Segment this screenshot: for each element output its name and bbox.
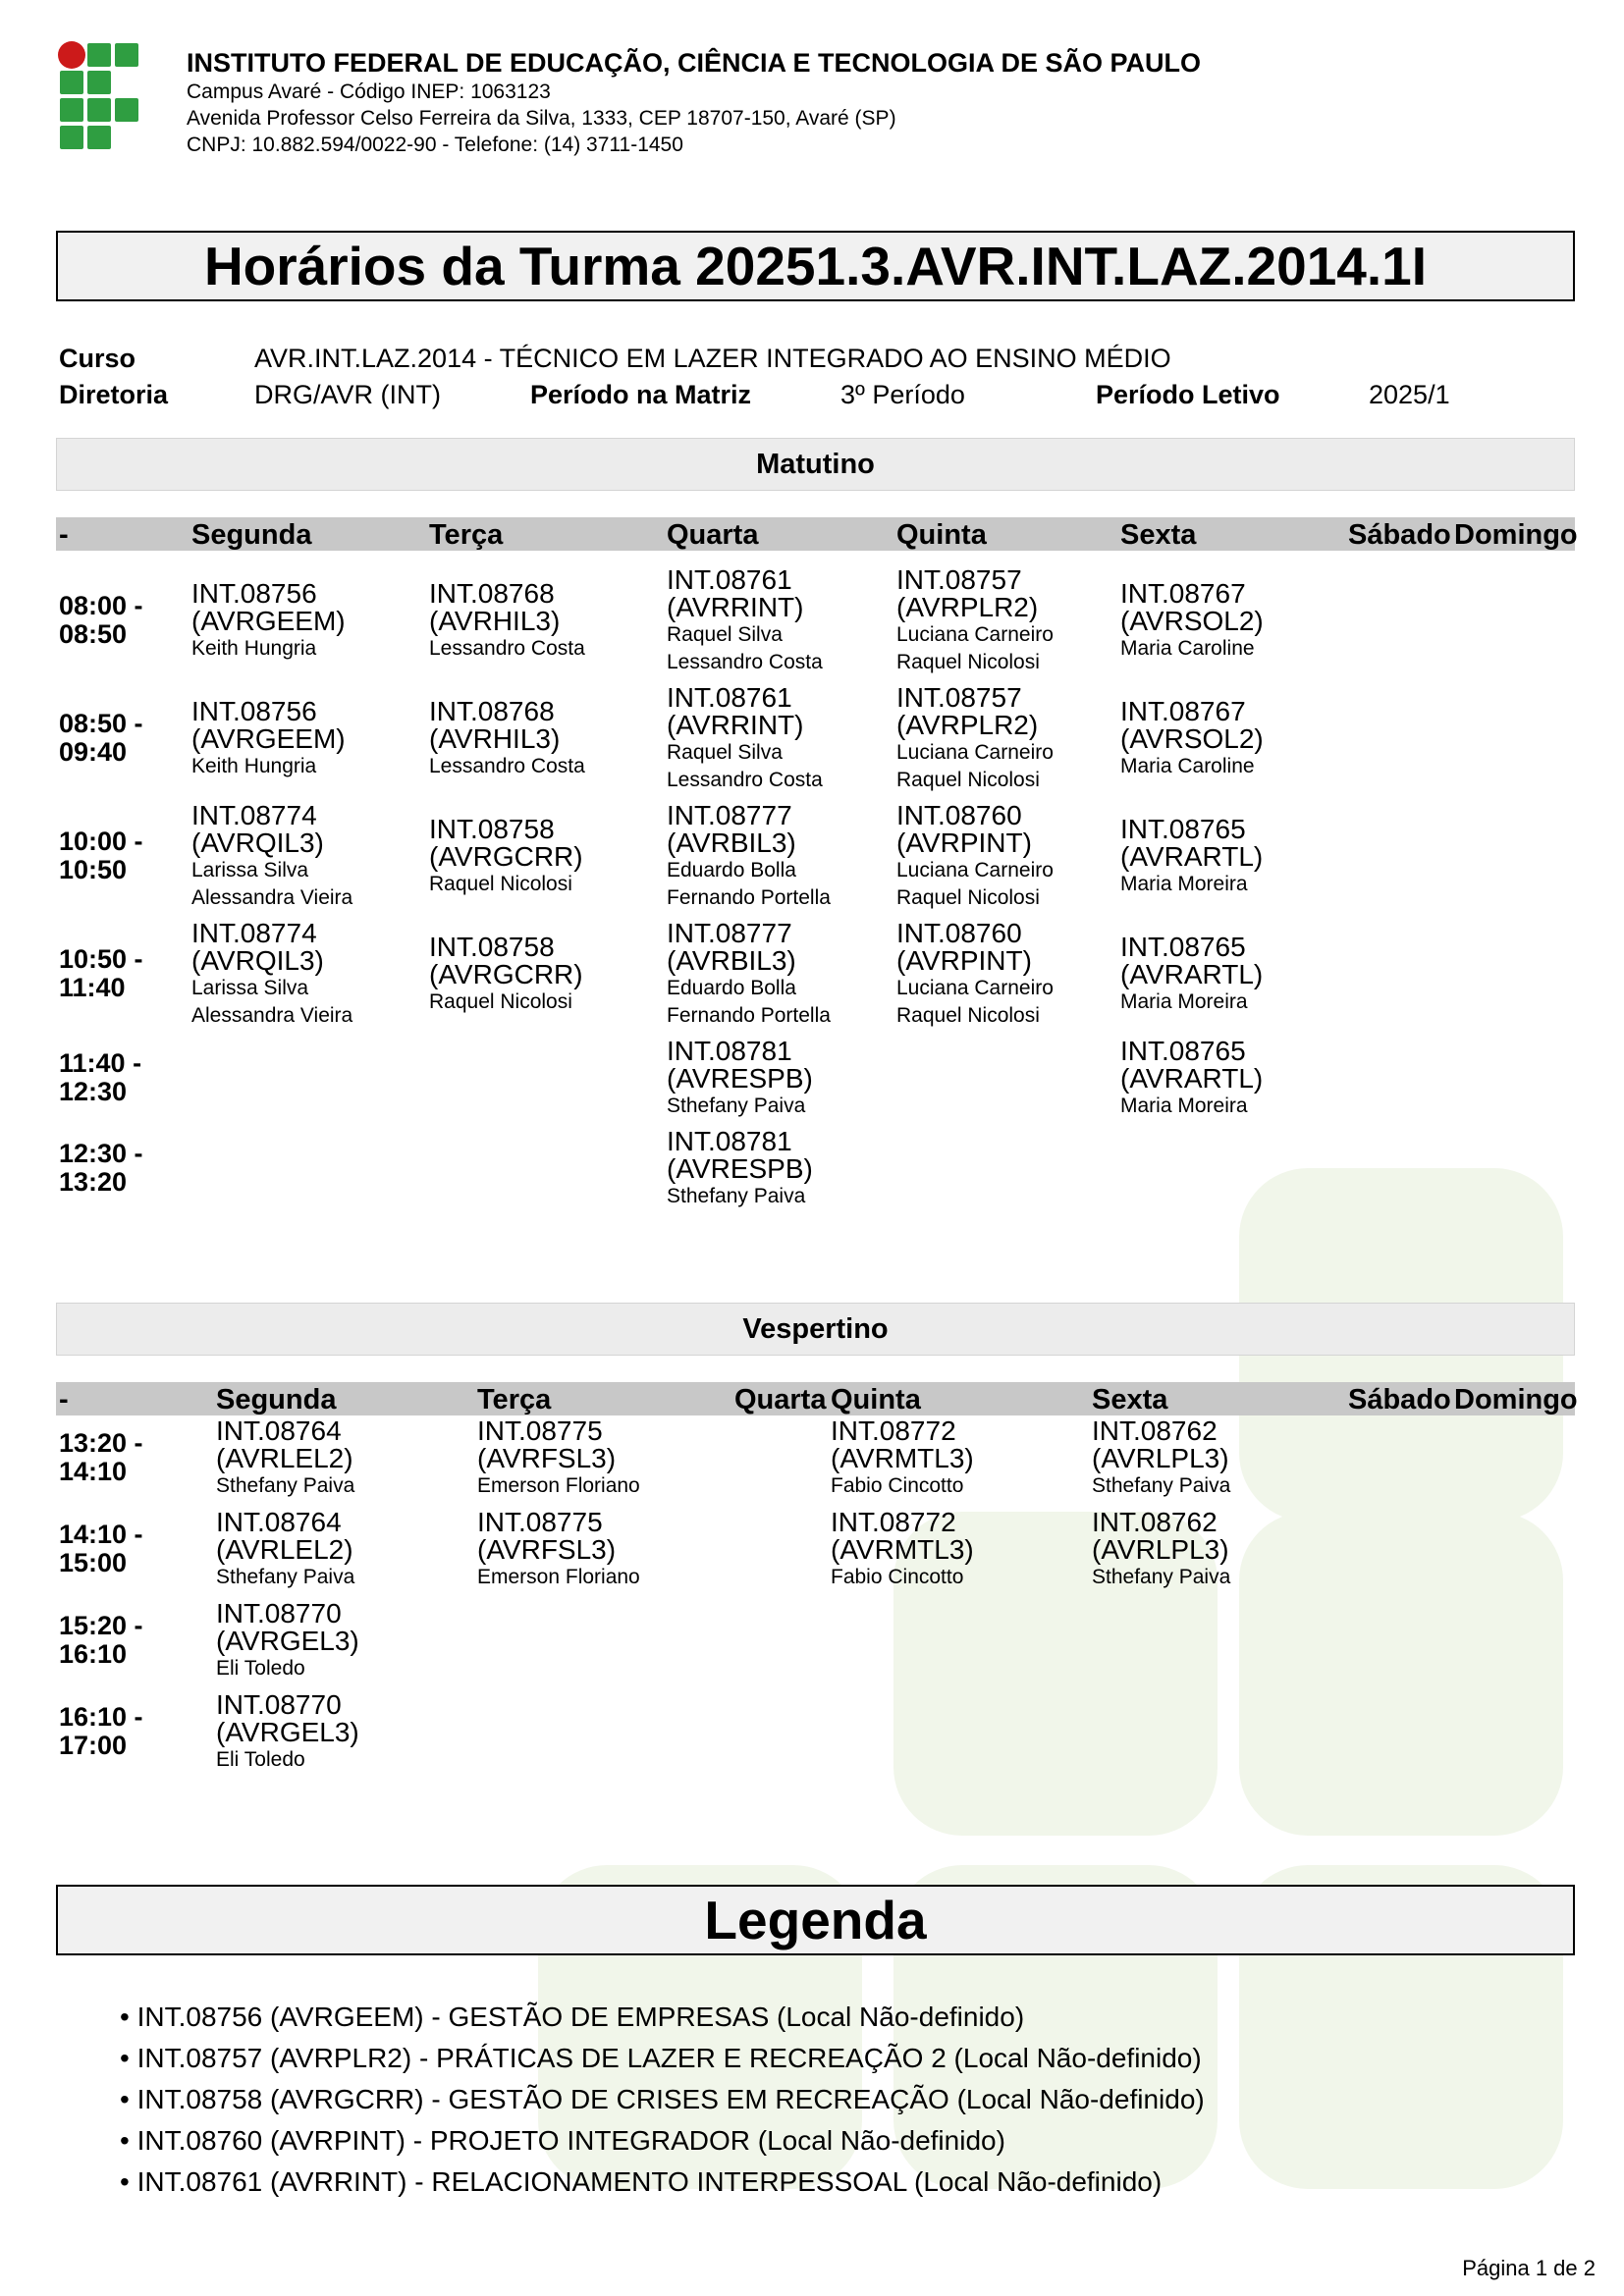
- class-code: INT.08781: [667, 1036, 792, 1066]
- schedule-cell: [667, 802, 831, 912]
- schedule-cell: [831, 1509, 974, 1591]
- class-code: INT.08770: [216, 1598, 342, 1629]
- vespertino-table-header: [56, 1382, 1578, 1415]
- class-subject-code: (AVRARTL): [1120, 959, 1264, 989]
- teacher-name: Luciana Carneiro: [896, 977, 1054, 999]
- class-subject-code: (AVRMTL3): [831, 1534, 974, 1565]
- institution-name: INSTITUTO FEDERAL DE EDUCAÇÃO, CIÊNCIA E TECNOLOGIA DE SÃO PAULO: [187, 48, 1202, 78]
- class-code: INT.08765: [1120, 932, 1246, 962]
- contact-line: CNPJ: 10.882.594/0022-90 - Telefone: (14) 3711-1450: [187, 133, 683, 156]
- diretoria-label: Diretoria: [59, 380, 169, 409]
- class-subject-code: (AVRLEL2): [216, 1534, 353, 1565]
- column-header: Sexta: [1120, 519, 1197, 551]
- class-subject-code: (AVRQIL3): [191, 945, 324, 976]
- class-code: INT.08761: [667, 564, 792, 595]
- teacher-name: Eli Toledo: [216, 1657, 305, 1680]
- curso-value: AVR.INT.LAZ.2014 - TÉCNICO EM LAZER INTEGRADO AO ENSINO MÉDIO: [254, 344, 1171, 373]
- schedule-cell: [1120, 816, 1263, 898]
- column-header: Domingo: [1454, 1384, 1578, 1415]
- legend-item: • INT.08761 (AVRRINT) - RELACIONAMENTO INTERPESSOAL (Local Não-definido): [120, 2162, 1205, 2203]
- page-number: Página 1 de 2: [1462, 2256, 1596, 2280]
- column-header: Quarta: [667, 519, 759, 551]
- class-code: INT.08772: [831, 1415, 956, 1446]
- teacher-name: Luciana Carneiro: [896, 859, 1054, 881]
- legend-item: • INT.08756 (AVRGEEM) - GESTÃO DE EMPRESAS (Local Não-definido): [120, 1997, 1205, 2038]
- watermark-shape: [1239, 1512, 1563, 1836]
- schedule-cell: [896, 802, 1054, 912]
- time-line: 08:50 -: [59, 709, 143, 738]
- legend-list: [120, 1997, 1205, 2203]
- teacher-name: Lessandro Costa: [429, 637, 585, 660]
- schedule-cell: [191, 698, 346, 780]
- time-slot: [59, 1429, 143, 1486]
- schedule-cell: [896, 920, 1054, 1030]
- schedule-cell: [216, 1509, 354, 1591]
- schedule-cell: [429, 934, 583, 1016]
- class-code: INT.08762: [1092, 1507, 1218, 1537]
- column-header: Segunda: [216, 1384, 337, 1415]
- schedule-cell: [477, 1417, 640, 1500]
- schedule-cell: [667, 684, 823, 794]
- teacher-name: Larissa Silva: [191, 977, 309, 999]
- class-code: INT.08774: [191, 800, 317, 830]
- class-subject-code: (AVRGEL3): [216, 1717, 359, 1747]
- class-subject-code: (AVRRINT): [667, 710, 804, 740]
- class-subject-code: (AVRMTL3): [831, 1443, 974, 1473]
- schedule-cell: [667, 920, 831, 1030]
- teacher-name: Eduardo Bolla: [667, 859, 796, 881]
- schedule-cell: [1092, 1417, 1230, 1500]
- time-line: 17:00: [59, 1731, 128, 1760]
- class-subject-code: (AVRHIL3): [429, 723, 561, 754]
- matutino-section-title: Matutino: [56, 438, 1575, 491]
- column-header: Terça: [477, 1384, 552, 1415]
- class-subject-code: (AVRBIL3): [667, 945, 796, 976]
- teacher-name: Keith Hungria: [191, 637, 317, 660]
- teacher-name: Maria Moreira: [1120, 1095, 1248, 1117]
- column-header: Quarta: [734, 1384, 827, 1415]
- schedule-cell: [216, 1691, 359, 1774]
- class-subject-code: (AVRESPB): [667, 1063, 813, 1094]
- teacher-name: Larissa Silva: [191, 859, 309, 881]
- class-subject-code: (AVRESPB): [667, 1153, 813, 1184]
- time-line: 10:50: [59, 855, 128, 884]
- class-code: INT.08764: [216, 1507, 342, 1537]
- column-header: Terça: [429, 519, 504, 551]
- column-header: Sábado: [1348, 519, 1451, 551]
- teacher-name: Fernando Portella: [667, 1004, 831, 1027]
- class-subject-code: (AVRFSL3): [477, 1443, 617, 1473]
- column-header: Sexta: [1092, 1384, 1168, 1415]
- column-header: Quinta: [896, 519, 987, 551]
- teacher-name: Keith Hungria: [191, 755, 317, 777]
- class-subject-code: (AVRFSL3): [477, 1534, 617, 1565]
- schedule-cell: [1120, 1038, 1263, 1120]
- teacher-name: Raquel Nicolosi: [429, 990, 572, 1013]
- teacher-name: Maria Caroline: [1120, 755, 1255, 777]
- teacher-name: Alessandra Vieira: [191, 1004, 353, 1027]
- teacher-name: Sthefany Paiva: [1092, 1566, 1231, 1588]
- class-subject-code: (AVRLPL3): [1092, 1534, 1229, 1565]
- time-slot: [59, 592, 143, 649]
- column-header: Domingo: [1454, 519, 1578, 551]
- class-code: INT.08768: [429, 578, 555, 609]
- class-code: INT.08756: [191, 578, 317, 609]
- teacher-name: Raquel Nicolosi: [896, 886, 1040, 909]
- class-subject-code: (AVRLPL3): [1092, 1443, 1229, 1473]
- institution-header: [187, 47, 1201, 158]
- schedule-cell: [1120, 698, 1264, 780]
- schedule-cell: [216, 1417, 354, 1500]
- schedule-cell: [429, 698, 585, 780]
- teacher-name: Raquel Silva: [667, 623, 783, 646]
- class-code: INT.08765: [1120, 1036, 1246, 1066]
- teacher-name: Raquel Silva: [667, 741, 783, 764]
- class-code: INT.08761: [667, 682, 792, 713]
- time-line: 15:20 -: [59, 1611, 143, 1640]
- schedule-cell: [191, 802, 352, 912]
- schedule-cell: [191, 580, 346, 663]
- schedule-cell: [1120, 580, 1264, 663]
- matutino-table-header: [56, 517, 1578, 551]
- class-code: INT.08757: [896, 564, 1022, 595]
- column-header: Segunda: [191, 519, 312, 551]
- teacher-name: Luciana Carneiro: [896, 623, 1054, 646]
- class-code: INT.08762: [1092, 1415, 1218, 1446]
- teacher-name: Raquel Nicolosi: [896, 651, 1040, 673]
- class-code: INT.08758: [429, 814, 555, 844]
- class-subject-code: (AVRPLR2): [896, 710, 1039, 740]
- class-subject-code: (AVRPLR2): [896, 592, 1039, 622]
- legend-item: • INT.08760 (AVRPINT) - PROJETO INTEGRADOR (Local Não-definido): [120, 2120, 1205, 2162]
- class-subject-code: (AVRPINT): [896, 945, 1032, 976]
- schedule-cell: [429, 816, 583, 898]
- time-line: 16:10: [59, 1639, 128, 1669]
- time-line: 09:40: [59, 737, 128, 767]
- column-header: -: [59, 1384, 69, 1415]
- column-header: Quinta: [831, 1384, 921, 1415]
- time-slot: [59, 1703, 143, 1760]
- time-slot: [59, 828, 143, 884]
- legend-item: • INT.08757 (AVRPLR2) - PRÁTICAS DE LAZER E RECREAÇÃO 2 (Local Não-definido): [120, 2038, 1205, 2079]
- legend-title: Legenda: [56, 1885, 1575, 1955]
- institution-logo-icon: [58, 41, 142, 153]
- time-slot: [59, 945, 143, 1002]
- schedule-cell: [216, 1600, 359, 1682]
- teacher-name: Sthefany Paiva: [216, 1566, 355, 1588]
- periodo-matriz-label: Período na Matriz: [530, 380, 752, 409]
- time-slot: [59, 710, 143, 767]
- teacher-name: Fernando Portella: [667, 886, 831, 909]
- class-code: INT.08760: [896, 918, 1022, 948]
- schedule-cell: [831, 1417, 974, 1500]
- address-line: Avenida Professor Celso Ferreira da Silva, 1333, CEP 18707-150, Avaré (SP): [187, 107, 896, 130]
- time-slot: [59, 1140, 143, 1197]
- teacher-name: Raquel Nicolosi: [429, 873, 572, 895]
- teacher-name: Sthefany Paiva: [667, 1185, 806, 1207]
- periodo-letivo-label: Período Letivo: [1096, 380, 1280, 409]
- class-subject-code: (AVRQIL3): [191, 828, 324, 858]
- curso-label: Curso: [59, 344, 136, 373]
- teacher-name: Sthefany Paiva: [1092, 1474, 1231, 1497]
- time-line: 13:20 -: [59, 1428, 143, 1458]
- time-slot: [59, 1612, 143, 1669]
- time-line: 14:10 -: [59, 1520, 143, 1549]
- time-line: 08:00 -: [59, 591, 143, 620]
- vespertino-section-title: Vespertino: [56, 1303, 1575, 1356]
- class-code: INT.08760: [896, 800, 1022, 830]
- teacher-name: Emerson Floriano: [477, 1566, 640, 1588]
- teacher-name: Eduardo Bolla: [667, 977, 796, 999]
- column-header: Sábado: [1348, 1384, 1451, 1415]
- time-line: 12:30: [59, 1077, 128, 1106]
- legend-item: • INT.08758 (AVRGCRR) - GESTÃO DE CRISES EM RECREAÇÃO (Local Não-definido): [120, 2079, 1205, 2120]
- campus-line: Campus Avaré - Código INEP: 1063123: [187, 80, 551, 103]
- class-subject-code: (AVRARTL): [1120, 841, 1264, 872]
- teacher-name: Luciana Carneiro: [896, 741, 1054, 764]
- class-subject-code: (AVRGEL3): [216, 1626, 359, 1656]
- time-line: 15:00: [59, 1548, 128, 1577]
- class-code: INT.08758: [429, 932, 555, 962]
- teacher-name: Sthefany Paiva: [216, 1474, 355, 1497]
- time-slot: [59, 1049, 141, 1106]
- time-line: 14:10: [59, 1457, 128, 1486]
- class-code: INT.08765: [1120, 814, 1246, 844]
- time-line: 12:30 -: [59, 1139, 143, 1168]
- teacher-name: Maria Moreira: [1120, 873, 1248, 895]
- class-subject-code: (AVRBIL3): [667, 828, 796, 858]
- time-slot: [59, 1521, 143, 1577]
- teacher-name: Eli Toledo: [216, 1748, 305, 1771]
- teacher-name: Raquel Nicolosi: [896, 1004, 1040, 1027]
- class-code: INT.08775: [477, 1507, 603, 1537]
- class-subject-code: (AVRHIL3): [429, 606, 561, 636]
- class-code: INT.08767: [1120, 578, 1246, 609]
- schedule-cell: [1120, 934, 1263, 1016]
- class-subject-code: (AVRSOL2): [1120, 606, 1264, 636]
- schedule-cell: [1092, 1509, 1230, 1591]
- schedule-cell: [667, 1038, 813, 1120]
- time-line: 10:50 -: [59, 944, 143, 974]
- teacher-name: Lessandro Costa: [667, 769, 823, 791]
- teacher-name: Fabio Cincotto: [831, 1566, 964, 1588]
- class-code: INT.08777: [667, 918, 792, 948]
- class-subject-code: (AVRRINT): [667, 592, 804, 622]
- teacher-name: Maria Moreira: [1120, 990, 1248, 1013]
- column-header: -: [59, 519, 69, 551]
- class-subject-code: (AVRGEEM): [191, 723, 346, 754]
- schedule-cell: [477, 1509, 640, 1591]
- class-subject-code: (AVRGCRR): [429, 841, 583, 872]
- class-code: INT.08770: [216, 1689, 342, 1720]
- teacher-name: Emerson Floriano: [477, 1474, 640, 1497]
- class-subject-code: (AVRPINT): [896, 828, 1032, 858]
- class-subject-code: (AVRLEL2): [216, 1443, 353, 1473]
- class-code: INT.08772: [831, 1507, 956, 1537]
- class-code: INT.08777: [667, 800, 792, 830]
- periodo-matriz-value: 3º Período: [840, 380, 965, 409]
- diretoria-value: DRG/AVR (INT): [254, 380, 441, 409]
- class-code: INT.08775: [477, 1415, 603, 1446]
- teacher-name: Lessandro Costa: [667, 651, 823, 673]
- class-subject-code: (AVRARTL): [1120, 1063, 1264, 1094]
- page-title: Horários da Turma 20251.3.AVR.INT.LAZ.2014.1I: [56, 231, 1575, 301]
- teacher-name: Sthefany Paiva: [667, 1095, 806, 1117]
- periodo-letivo-value: 2025/1: [1369, 380, 1450, 409]
- schedule-cell: [429, 580, 585, 663]
- teacher-name: Lessandro Costa: [429, 755, 585, 777]
- class-subject-code: (AVRGEEM): [191, 606, 346, 636]
- class-code: INT.08767: [1120, 696, 1246, 726]
- class-subject-code: (AVRGCRR): [429, 959, 583, 989]
- time-line: 13:20: [59, 1167, 128, 1197]
- schedule-cell: [896, 566, 1054, 676]
- class-code: INT.08768: [429, 696, 555, 726]
- teacher-name: Raquel Nicolosi: [896, 769, 1040, 791]
- time-line: 11:40: [59, 973, 126, 1002]
- class-code: INT.08757: [896, 682, 1022, 713]
- teacher-name: Alessandra Vieira: [191, 886, 353, 909]
- time-line: 10:00 -: [59, 827, 143, 856]
- schedule-cell: [667, 1128, 813, 1210]
- schedule-cell: [896, 684, 1054, 794]
- schedule-cell: [191, 920, 352, 1030]
- teacher-name: Maria Caroline: [1120, 637, 1255, 660]
- class-subject-code: (AVRSOL2): [1120, 723, 1264, 754]
- time-line: 08:50: [59, 619, 128, 649]
- schedule-cell: [667, 566, 823, 676]
- class-code: INT.08774: [191, 918, 317, 948]
- time-line: 16:10 -: [59, 1702, 143, 1732]
- class-code: INT.08781: [667, 1126, 792, 1156]
- time-line: 11:40 -: [59, 1048, 142, 1078]
- class-code: INT.08756: [191, 696, 317, 726]
- class-code: INT.08764: [216, 1415, 342, 1446]
- teacher-name: Fabio Cincotto: [831, 1474, 964, 1497]
